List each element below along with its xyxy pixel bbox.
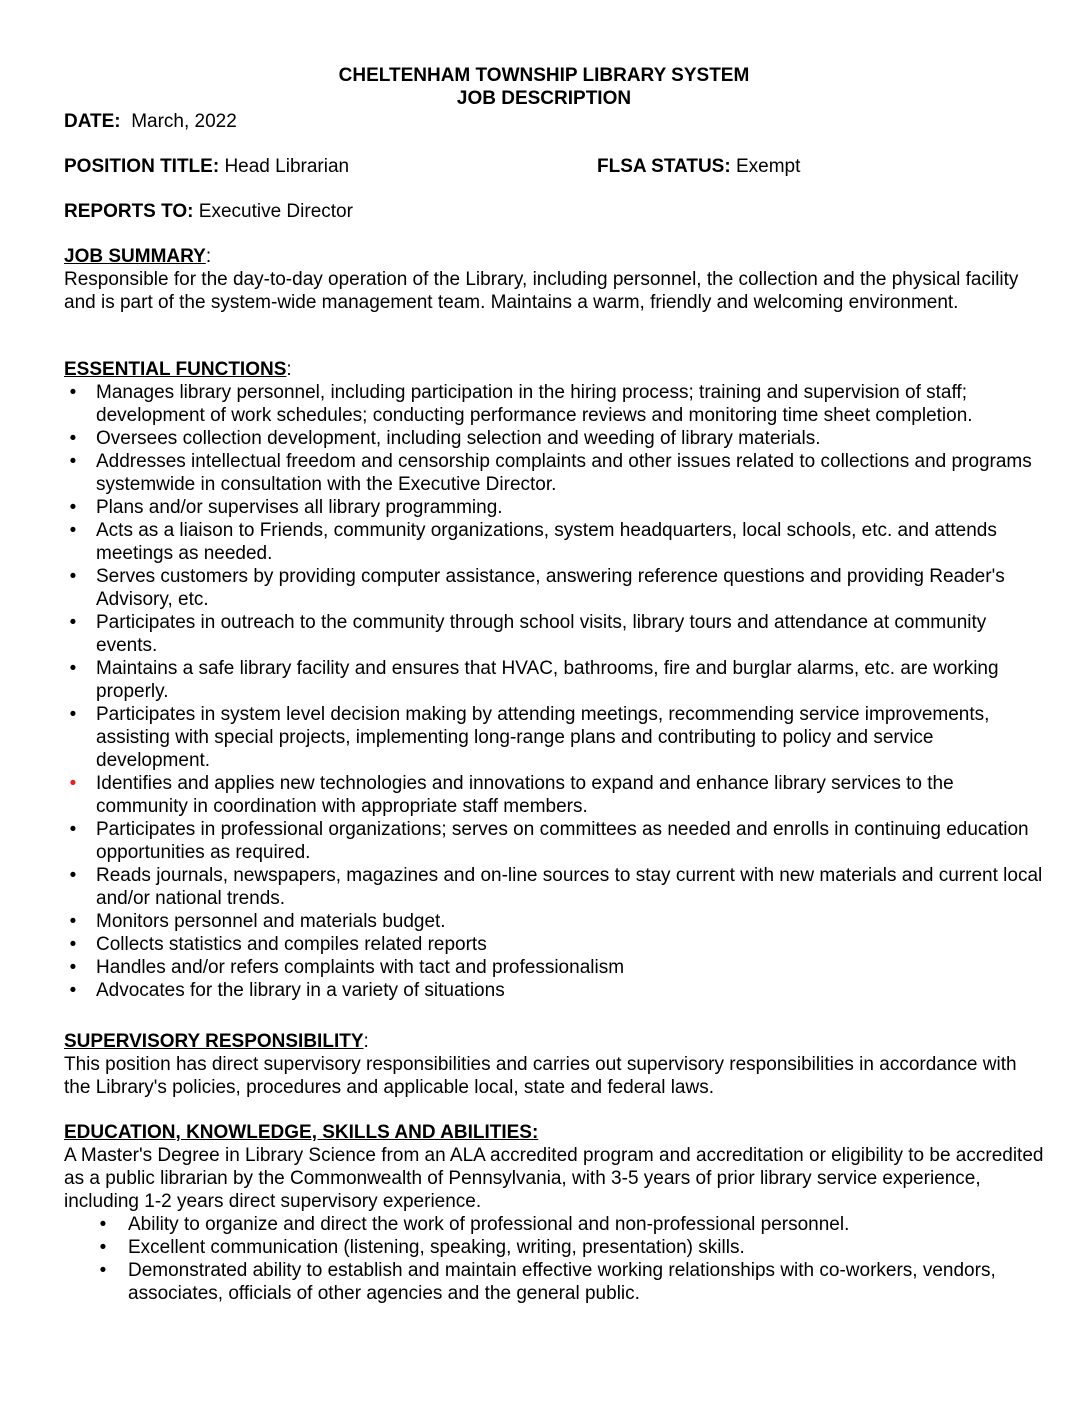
bullet-icon: • (69, 934, 77, 955)
reports-to-label: REPORTS TO: (64, 201, 194, 222)
list-item-text: Demonstrated ability to establish and maintain effective working relationships with co-workers, vendors, associates, officials of other agencies and the general public. (128, 1260, 996, 1304)
list-item (64, 818, 1044, 864)
list-item-text: Manages library personnel, including participation in the hiring process; training and supervision of staff; development of work schedules; conducting performance reviews and monitoring time sheet completion. (96, 382, 973, 426)
education-heading: EDUCATION, KNOWLEDGE, SKILLS AND ABILITIES: (64, 1122, 539, 1143)
job-summary-heading-colon: : (205, 246, 212, 267)
bullet-icon: • (99, 1214, 107, 1235)
list-item (64, 956, 1044, 979)
bullet-icon: • (69, 497, 77, 518)
bullet-icon: • (69, 911, 77, 932)
flsa-status-field (597, 155, 800, 178)
list-item-text: Ability to organize and direct the work of professional and non-professional personnel. (128, 1214, 850, 1235)
list-item (64, 933, 1044, 956)
list-item (64, 611, 1044, 657)
supervisory-heading-colon: : (363, 1031, 369, 1052)
job-summary-section (64, 245, 1044, 314)
list-item-text: Excellent communication (listening, speaking, writing, presentation) skills. (128, 1237, 745, 1258)
bullet-icon: • (69, 612, 77, 633)
list-item-text: Handles and/or refers complaints with tact and professionalism (96, 957, 625, 978)
bullet-icon: • (69, 382, 77, 403)
bullet-icon: • (69, 451, 77, 472)
job-summary-text: Responsible for the day-to-day operation of the Library, including personnel, the collection and the physical facility and is part of the system-wide management team. Maintains a warm, friendly and welcoming environment. (64, 269, 1019, 313)
document-title (0, 64, 1088, 110)
list-item-text: Acts as a liaison to Friends, community organizations, system headquarters, local schools, etc. and attends meetings as needed. (96, 520, 997, 564)
education-text: A Master's Degree in Library Science from an ALA accredited program and accreditation or eligibility to be accredited as a public librarian by the Commonwealth of Pennsylvania, with 3-5 years of prior library service experience, including 1-2 years direct supervisory experience. (64, 1145, 1044, 1212)
list-item-text: Participates in professional organizations; serves on committees as needed and enrolls in continuing education opportunities as required. (96, 819, 1029, 863)
list-item (64, 1213, 1044, 1236)
list-item-text: Addresses intellectual freedom and censorship complaints and other issues related to collections and programs systemwide in consultation with the Executive Director. (96, 451, 1032, 495)
flsa-status-value: Exempt (735, 156, 801, 177)
position-title-field (64, 155, 349, 178)
supervisory-text: This position has direct supervisory responsibilities and carries out supervisory responsibilities in accordance with the Library's policies, procedures and applicable local, state and federal laws. (64, 1054, 1017, 1098)
document-type: JOB DESCRIPTION (456, 88, 632, 109)
list-item-text: Reads journals, newspapers, magazines and on-line sources to stay current with new materials and current local and/or national trends. (96, 865, 1043, 909)
position-title-label: POSITION TITLE: (64, 156, 220, 177)
essential-functions-heading: ESSENTIAL FUNCTIONS (64, 359, 287, 380)
education-list (64, 1213, 1044, 1305)
bullet-icon: • (99, 1237, 107, 1258)
list-item (64, 703, 1044, 772)
list-item (64, 864, 1044, 910)
bullet-icon: • (69, 520, 77, 541)
list-item (64, 427, 1044, 450)
list-item (64, 772, 1044, 818)
list-item-text: Monitors personnel and materials budget. (96, 911, 446, 932)
list-item (64, 979, 1044, 1002)
date-label: DATE: (64, 111, 121, 132)
education-section (64, 1121, 1044, 1305)
list-item (64, 450, 1044, 496)
essential-functions-list (64, 381, 1044, 1002)
position-title-value: Head Librarian (224, 156, 350, 177)
list-item-text: Participates in system level decision making by attending meetings, recommending service improvements, assisting with special projects, implementing long-range plans and contributing to policy and service development. (96, 704, 990, 771)
bullet-icon: • (69, 980, 77, 1001)
supervisory-heading: SUPERVISORY RESPONSIBILITY (64, 1031, 364, 1052)
organization-name: CHELTENHAM TOWNSHIP LIBRARY SYSTEM (338, 65, 750, 86)
essential-functions-heading-colon: : (286, 359, 292, 380)
date-value: March, 2022 (131, 111, 237, 132)
flsa-status-label: FLSA STATUS: (597, 156, 731, 177)
bullet-icon: • (69, 773, 77, 794)
list-item-text: Oversees collection development, including selection and weeding of library materials. (96, 428, 821, 449)
list-item (64, 1236, 1044, 1259)
list-item-text: Participates in outreach to the community through school visits, library tours and attendance at community events. (96, 612, 987, 656)
list-item-text: Collects statistics and compiles related reports (96, 934, 487, 955)
essential-functions-section (64, 358, 1044, 1002)
reports-to-field (64, 200, 353, 223)
list-item (64, 910, 1044, 933)
supervisory-section (64, 1030, 1044, 1099)
list-item (64, 657, 1044, 703)
list-item-text: Advocates for the library in a variety of situations (96, 980, 505, 1001)
bullet-icon: • (99, 1260, 107, 1281)
list-item-text: Maintains a safe library facility and ensures that HVAC, bathrooms, fire and burglar alarms, etc. are working properly. (96, 658, 999, 702)
list-item (64, 496, 1044, 519)
reports-to-value: Executive Director (198, 201, 353, 222)
bullet-icon: • (69, 704, 77, 725)
list-item-text: Serves customers by providing computer assistance, answering reference questions and providing Reader's Advisory, etc. (96, 566, 1005, 610)
bullet-icon: • (69, 819, 77, 840)
date-field (64, 110, 237, 133)
list-item (64, 381, 1044, 427)
list-item (64, 519, 1044, 565)
list-item (64, 1259, 1044, 1305)
list-item-text: Identifies and applies new technologies and innovations to expand and enhance library services to the community in coordination with appropriate staff members. (96, 773, 954, 817)
list-item (64, 565, 1044, 611)
bullet-icon: • (69, 865, 77, 886)
bullet-icon: • (69, 428, 77, 449)
bullet-icon: • (69, 658, 77, 679)
bullet-icon: • (69, 566, 77, 587)
bullet-icon: • (69, 957, 77, 978)
list-item-text: Plans and/or supervises all library programming. (96, 497, 503, 518)
job-summary-heading: JOB SUMMARY (64, 246, 206, 267)
